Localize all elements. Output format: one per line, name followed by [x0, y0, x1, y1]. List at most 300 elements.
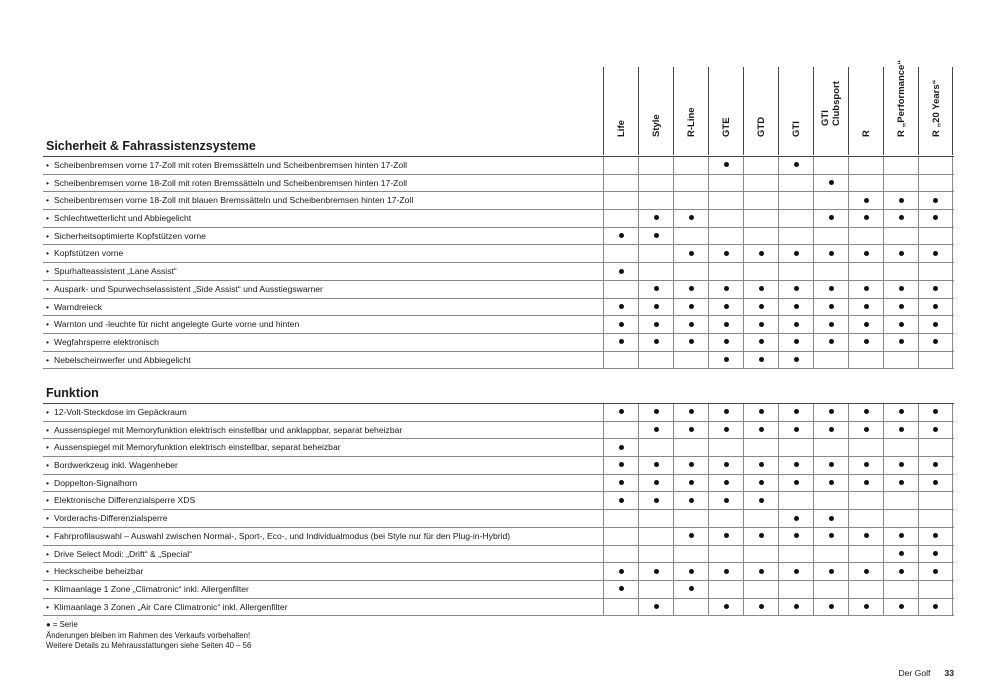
table-cell — [813, 175, 848, 192]
row-label — [46, 334, 159, 351]
standard-dot-icon — [724, 409, 729, 414]
table-cell — [743, 510, 778, 527]
standard-dot-icon — [759, 251, 764, 256]
table-cell — [708, 352, 743, 369]
table-cell — [743, 316, 778, 333]
table-cell — [883, 439, 918, 456]
table-cell — [708, 316, 743, 333]
table-cell — [883, 281, 918, 298]
table-cell — [638, 157, 673, 174]
row-label-text: Wegfahrsperre elektronisch — [54, 336, 159, 347]
standard-dot-icon — [933, 462, 938, 467]
table-cell — [883, 581, 918, 598]
standard-dot-icon — [689, 427, 694, 432]
table-cell — [813, 281, 848, 298]
table-cell — [603, 192, 638, 209]
table-cell — [848, 439, 883, 456]
standard-dot-icon — [864, 533, 869, 538]
standard-dot-icon — [794, 251, 799, 256]
table-cell — [848, 492, 883, 509]
standard-dot-icon — [899, 427, 904, 432]
table-cell — [708, 281, 743, 298]
standard-dot-icon — [899, 551, 904, 556]
table-cell — [603, 334, 638, 351]
table-cell — [778, 510, 813, 527]
table-cell — [673, 563, 708, 580]
bullet-icon: • — [46, 266, 50, 277]
table-cell — [778, 175, 813, 192]
table-cell — [673, 210, 708, 227]
table-cell — [813, 528, 848, 545]
table-cell — [918, 475, 953, 492]
standard-dot-icon — [689, 586, 694, 591]
column-header-text: Life — [616, 120, 627, 137]
table-row — [43, 563, 954, 581]
standard-dot-icon — [759, 322, 764, 327]
column-header-label — [756, 117, 767, 137]
standard-dot-icon — [829, 322, 834, 327]
standard-dot-icon — [899, 480, 904, 485]
table-cell — [603, 475, 638, 492]
table-cell — [743, 263, 778, 280]
row-label-text: Warnton und -leuchte für nicht angelegte Gurte vorne und hinten — [54, 319, 300, 330]
column-header-text: R „Performance“ — [896, 59, 907, 137]
table-cell — [813, 563, 848, 580]
table-cell — [918, 404, 953, 421]
row-label-text: Aussenspiegel mit Memoryfunktion elektrisch einstellbar, separat beheizbar — [54, 442, 341, 453]
table-cell — [638, 563, 673, 580]
table-cell — [708, 563, 743, 580]
column-header-text: GTI — [791, 121, 802, 137]
standard-dot-icon — [724, 251, 729, 256]
row-label — [46, 316, 299, 333]
table-cell — [638, 528, 673, 545]
standard-dot-icon — [864, 409, 869, 414]
standard-dot-icon — [689, 339, 694, 344]
table-cell — [708, 581, 743, 598]
table-cell — [918, 192, 953, 209]
standard-dot-icon — [724, 357, 729, 362]
table-cell — [708, 245, 743, 262]
table-cell — [743, 334, 778, 351]
table-cell — [918, 281, 953, 298]
row-label-text: Elektronische Differenzialsperre XDS — [54, 495, 196, 506]
standard-dot-icon — [864, 198, 869, 203]
row-label — [46, 581, 249, 598]
table-cell — [883, 492, 918, 509]
standard-dot-icon — [864, 339, 869, 344]
table-cell — [638, 422, 673, 439]
standard-dot-icon — [724, 462, 729, 467]
table-cell — [778, 581, 813, 598]
table-cell — [883, 157, 918, 174]
table-cell — [848, 422, 883, 439]
table-cell — [883, 175, 918, 192]
table-cell — [673, 404, 708, 421]
table-cell — [708, 422, 743, 439]
table-cell — [638, 546, 673, 563]
table-cell — [673, 528, 708, 545]
table-cell — [603, 175, 638, 192]
standard-dot-icon — [899, 409, 904, 414]
table-cell — [673, 581, 708, 598]
standard-dot-icon — [829, 533, 834, 538]
standard-dot-icon — [619, 322, 624, 327]
standard-dot-icon — [619, 462, 624, 467]
table-cell — [708, 546, 743, 563]
table-row — [43, 175, 954, 193]
table-cell — [778, 475, 813, 492]
standard-dot-icon — [619, 233, 624, 238]
column-header — [883, 59, 918, 155]
standard-dot-icon — [689, 480, 694, 485]
table-cell — [883, 563, 918, 580]
row-label — [46, 245, 123, 262]
table-cell — [848, 599, 883, 616]
standard-dot-icon — [829, 409, 834, 414]
standard-dot-icon — [829, 516, 834, 521]
table-cell — [743, 457, 778, 474]
table-cell — [883, 210, 918, 227]
footnotes — [46, 620, 251, 652]
table-cell — [743, 492, 778, 509]
standard-dot-icon — [864, 286, 869, 291]
standard-dot-icon — [899, 462, 904, 467]
standard-dot-icon — [759, 533, 764, 538]
standard-dot-icon — [899, 569, 904, 574]
table-cell — [918, 228, 953, 245]
table-cell — [638, 245, 673, 262]
standard-dot-icon — [689, 409, 694, 414]
standard-dot-icon — [619, 339, 624, 344]
table-cell — [673, 175, 708, 192]
table-cell — [883, 546, 918, 563]
table-cell — [743, 192, 778, 209]
standard-dot-icon — [759, 339, 764, 344]
standard-dot-icon — [759, 357, 764, 362]
table-cell — [778, 528, 813, 545]
table-cell — [743, 563, 778, 580]
row-label-text: Spurhalteassistent „Lane Assist“ — [54, 266, 177, 277]
standard-dot-icon — [864, 604, 869, 609]
table-cell — [673, 422, 708, 439]
bullet-icon: • — [46, 548, 50, 559]
table-cell — [778, 228, 813, 245]
table-cell — [918, 299, 953, 316]
table-cell — [778, 192, 813, 209]
table-cell — [918, 157, 953, 174]
row-label-text: Nebelscheinwerfer und Abbiegelicht — [54, 354, 191, 365]
column-header — [918, 67, 953, 155]
section-title-sicherheit: Sicherheit & Fahrassistenzsysteme — [46, 139, 256, 153]
table-cell — [813, 422, 848, 439]
table-cell — [848, 175, 883, 192]
table-cell — [918, 546, 953, 563]
standard-dot-icon — [899, 533, 904, 538]
table-cell — [603, 492, 638, 509]
table-sicherheit — [43, 156, 954, 369]
bullet-icon: • — [46, 283, 50, 294]
standard-dot-icon — [864, 569, 869, 574]
standard-dot-icon — [933, 215, 938, 220]
standard-dot-icon — [654, 304, 659, 309]
table-cell — [918, 210, 953, 227]
table-cell — [848, 563, 883, 580]
bullet-icon: • — [46, 460, 50, 471]
table-cell — [638, 404, 673, 421]
table-cell — [603, 546, 638, 563]
table-cell — [848, 457, 883, 474]
row-label — [46, 192, 413, 209]
table-cell — [638, 510, 673, 527]
row-label — [46, 528, 510, 545]
table-cell — [743, 599, 778, 616]
column-header-text: R-Line — [686, 107, 697, 137]
bullet-icon: • — [46, 513, 50, 524]
column-header-text: R — [861, 130, 872, 137]
table-cell — [813, 492, 848, 509]
column-header-text: GTD — [756, 116, 767, 137]
row-label-text: Kopfstützen vorne — [54, 248, 124, 259]
standard-dot-icon — [654, 339, 659, 344]
column-header-text: GTI — [820, 110, 831, 126]
standard-dot-icon — [654, 427, 659, 432]
table-cell — [918, 563, 953, 580]
note-line: Weitere Details zu Mehrausstattungen siehe Seiten 40 – 56 — [46, 641, 252, 650]
bullet-icon: • — [46, 195, 50, 206]
table-row — [43, 581, 954, 599]
table-cell — [673, 316, 708, 333]
table-cell — [743, 404, 778, 421]
table-row — [43, 352, 954, 370]
standard-dot-icon — [654, 286, 659, 291]
table-cell — [708, 157, 743, 174]
bullet-icon: • — [46, 160, 50, 170]
standard-dot-icon — [933, 339, 938, 344]
table-cell — [883, 352, 918, 369]
footer-title: Der Golf — [898, 668, 931, 678]
table-cell — [638, 457, 673, 474]
table-row — [43, 316, 954, 334]
table-row — [43, 546, 954, 564]
standard-dot-icon — [654, 322, 659, 327]
table-cell — [673, 263, 708, 280]
table-row — [43, 528, 954, 546]
standard-dot-icon — [724, 533, 729, 538]
standard-dot-icon — [654, 409, 659, 414]
standard-dot-icon — [759, 286, 764, 291]
standard-dot-icon — [933, 569, 938, 574]
table-cell — [603, 510, 638, 527]
table-row — [43, 510, 954, 528]
table-cell — [813, 546, 848, 563]
bullet-icon: • — [46, 601, 50, 612]
table-cell — [918, 457, 953, 474]
table-cell — [883, 404, 918, 421]
table-cell — [848, 210, 883, 227]
table-cell — [603, 210, 638, 227]
table-cell — [743, 175, 778, 192]
table-cell — [743, 475, 778, 492]
table-cell — [918, 599, 953, 616]
table-row — [43, 475, 954, 493]
standard-dot-icon — [794, 162, 799, 167]
standard-dot-icon — [794, 409, 799, 414]
standard-dot-icon — [829, 286, 834, 291]
column-header-label — [791, 121, 802, 137]
row-label — [46, 228, 206, 245]
table-cell — [813, 210, 848, 227]
table-cell — [918, 492, 953, 509]
row-label-text: Scheibenbremsen vorne 17-Zoll mit roten Bremssätteln und Scheibenbremsen hinten 17-Zoll — [54, 160, 408, 170]
table-cell — [708, 228, 743, 245]
table-cell — [918, 175, 953, 192]
standard-dot-icon — [724, 162, 729, 167]
table-cell — [918, 581, 953, 598]
table-cell — [813, 316, 848, 333]
table-cell — [673, 334, 708, 351]
row-label — [46, 475, 137, 492]
row-label-text: Vorderachs-Differenzialsperre — [54, 513, 168, 524]
row-label — [46, 281, 323, 298]
legend-dot-icon: ● — [46, 620, 51, 629]
standard-dot-icon — [829, 304, 834, 309]
standard-dot-icon — [794, 304, 799, 309]
table-cell — [918, 316, 953, 333]
table-cell — [813, 334, 848, 351]
standard-dot-icon — [619, 409, 624, 414]
table-row — [43, 210, 954, 228]
standard-dot-icon — [794, 569, 799, 574]
table-cell — [743, 228, 778, 245]
bullet-icon: • — [46, 336, 50, 347]
standard-dot-icon — [933, 304, 938, 309]
table-cell — [813, 581, 848, 598]
table-cell — [673, 439, 708, 456]
table-cell — [883, 334, 918, 351]
row-label-text: Scheibenbremsen vorne 18-Zoll mit blauen Bremssätteln und Scheibenbremsen hinten 17-Zoll — [54, 195, 414, 206]
table-cell — [708, 510, 743, 527]
table-cell — [813, 457, 848, 474]
bullet-icon: • — [46, 566, 50, 577]
table-cell — [848, 245, 883, 262]
note-line: Änderungen bleiben im Rahmen des Verkaufs vorbehalten! — [46, 630, 251, 640]
table-cell — [883, 457, 918, 474]
standard-dot-icon — [899, 304, 904, 309]
bullet-icon: • — [46, 495, 50, 506]
standard-dot-icon — [899, 251, 904, 256]
table-row — [43, 245, 954, 263]
table-cell — [778, 422, 813, 439]
standard-dot-icon — [829, 462, 834, 467]
table-cell — [638, 281, 673, 298]
standard-dot-icon — [794, 286, 799, 291]
bullet-icon: • — [46, 583, 50, 594]
row-label-text: Heckscheibe beheizbar — [54, 566, 144, 577]
table-cell — [603, 352, 638, 369]
table-cell — [848, 316, 883, 333]
table-cell — [673, 228, 708, 245]
standard-dot-icon — [899, 286, 904, 291]
column-header — [708, 67, 743, 155]
standard-dot-icon — [933, 427, 938, 432]
row-label-text: Scheibenbremsen vorne 18-Zoll mit roten Bremssätteln und Scheibenbremsen hinten 17-Zoll — [54, 177, 408, 188]
table-cell — [778, 245, 813, 262]
table-cell — [638, 192, 673, 209]
table-cell — [603, 316, 638, 333]
standard-dot-icon — [759, 480, 764, 485]
row-label — [46, 457, 178, 474]
table-cell — [708, 492, 743, 509]
table-cell — [673, 352, 708, 369]
bullet-icon: • — [46, 424, 50, 435]
table-cell — [603, 228, 638, 245]
table-cell — [743, 352, 778, 369]
table-cell — [638, 228, 673, 245]
standard-dot-icon — [794, 604, 799, 609]
standard-dot-icon — [654, 233, 659, 238]
standard-dot-icon — [794, 427, 799, 432]
column-header-text: GTE — [721, 117, 732, 137]
table-cell — [778, 316, 813, 333]
column-header — [638, 67, 673, 155]
table-cell — [848, 228, 883, 245]
table-cell — [883, 599, 918, 616]
table-cell — [603, 157, 638, 174]
table-cell — [848, 157, 883, 174]
standard-dot-icon — [829, 215, 834, 220]
table-cell — [673, 457, 708, 474]
table-cell — [848, 281, 883, 298]
standard-dot-icon — [724, 569, 729, 574]
standard-dot-icon — [724, 480, 729, 485]
standard-dot-icon — [619, 586, 624, 591]
standard-dot-icon — [689, 286, 694, 291]
row-label — [46, 563, 143, 580]
column-header-label — [616, 120, 627, 137]
column-header-label — [861, 130, 872, 137]
table-cell — [848, 404, 883, 421]
table-cell — [813, 599, 848, 616]
bullet-icon: • — [46, 354, 50, 365]
table-cell — [778, 492, 813, 509]
standard-dot-icon — [933, 198, 938, 203]
table-cell — [638, 299, 673, 316]
table-cell — [778, 404, 813, 421]
row-label — [46, 299, 102, 316]
row-label — [46, 510, 168, 527]
column-header — [778, 67, 813, 155]
table-cell — [883, 528, 918, 545]
table-row — [43, 457, 954, 475]
row-label — [46, 352, 191, 369]
bullet-icon: • — [46, 230, 50, 241]
standard-dot-icon — [654, 215, 659, 220]
standard-dot-icon — [724, 498, 729, 503]
standard-dot-icon — [759, 409, 764, 414]
table-cell — [638, 581, 673, 598]
table-cell — [708, 263, 743, 280]
table-cell — [603, 422, 638, 439]
row-label — [46, 263, 177, 280]
standard-dot-icon — [933, 251, 938, 256]
table-cell — [848, 192, 883, 209]
table-cell — [778, 334, 813, 351]
table-cell — [883, 263, 918, 280]
column-header-label — [931, 80, 942, 137]
standard-dot-icon — [794, 322, 799, 327]
table-cell — [848, 352, 883, 369]
